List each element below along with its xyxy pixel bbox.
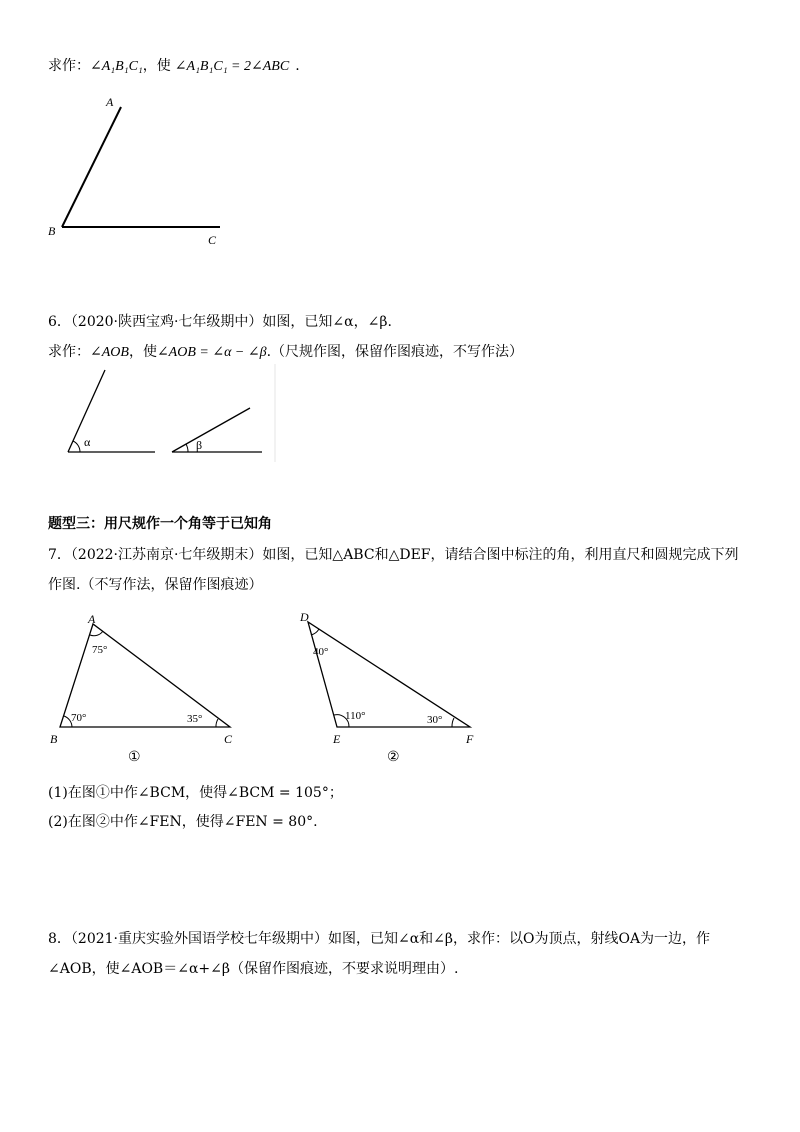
q7-sub2: (2)在图②中作∠FEN，使得∠FEN = 80°. xyxy=(48,814,318,830)
label-b: B xyxy=(48,224,56,238)
angle-f-value: 30° xyxy=(427,714,443,726)
q6-line1: 6．（2020·陕西宝鸡·七年级期中）如图，已知∠α，∠β. xyxy=(48,314,392,330)
q8-line1: 8．（2021·重庆实验外国语学校七年级期中）如图，已知∠α和∠β，求作：以O为顶点，射线OA为一边，作 xyxy=(48,931,711,947)
q6-condition: ∠AOB = ∠α − ∠β xyxy=(156,345,267,360)
request-condition: ∠A₁B₁C₁ = 2∠ABC xyxy=(174,59,290,74)
beta-label: β xyxy=(196,438,203,452)
arc-angle-a xyxy=(90,631,103,636)
angle-e-value: 110° xyxy=(345,710,366,722)
q6-prefix: 求作： xyxy=(48,344,90,360)
label-c: C xyxy=(208,233,217,247)
label-tri-e: E xyxy=(333,732,341,746)
alpha-arc xyxy=(73,441,80,452)
beta-arc xyxy=(186,444,188,452)
q7-sub1: (1)在图①中作∠BCM，使得∠BCM = 105°； xyxy=(48,785,343,801)
q7-line1: 7．（2022·江苏南京·七年级期末）如图，已知△ABC和△DEF，请结合图中标注的角，利用直尺和圆规完成下列 xyxy=(48,547,739,563)
label-tri-b: B xyxy=(50,732,58,746)
q6-mid: ，使 xyxy=(128,344,157,360)
request-prefix: 求作： xyxy=(48,58,90,74)
label-tri-d: D xyxy=(300,610,309,624)
beta-ray-1 xyxy=(172,408,250,452)
angle-d-value: 40° xyxy=(313,646,329,658)
angle-to-draw: ∠A₁B₁C₁ xyxy=(90,59,143,74)
label-tri-f: F xyxy=(466,732,474,746)
arc-angle-c xyxy=(216,719,218,727)
caption-2: ② xyxy=(387,750,400,765)
figure-angle-abc xyxy=(0,90,260,260)
q6-suffix: .（尺规作图，保留作图痕迹，不写作法） xyxy=(266,344,524,360)
q6-angle: ∠AOB xyxy=(90,345,129,360)
angle-b-value: 70° xyxy=(71,712,87,724)
q7-line2: 作图.（不写作法，保留作图痕迹） xyxy=(48,577,263,593)
caption-1: ① xyxy=(128,750,141,765)
request-mid: ，使 xyxy=(142,58,171,74)
label-tri-a: A xyxy=(88,612,96,626)
construction-request-line xyxy=(48,56,300,77)
ray-ba xyxy=(62,107,121,227)
alpha-label: α xyxy=(84,435,91,449)
triangle-def xyxy=(308,622,470,727)
arc-angle-f xyxy=(452,718,454,727)
figure-triangles xyxy=(0,605,520,775)
request-end: . xyxy=(295,58,300,74)
section-title: 题型三：用尺规作一个角等于已知角 xyxy=(48,516,272,532)
q6-line2 xyxy=(48,342,523,363)
angle-a-value: 75° xyxy=(92,644,108,656)
label-a: A xyxy=(106,95,114,109)
label-tri-c: C xyxy=(224,732,233,746)
arc-angle-d xyxy=(311,629,319,635)
angle-c-value: 35° xyxy=(187,713,203,725)
q8-line2: ∠AOB，使∠AOB＝∠α+∠β（保留作图痕迹，不要求说明理由）. xyxy=(48,961,459,977)
figure-alpha-beta xyxy=(0,362,300,467)
